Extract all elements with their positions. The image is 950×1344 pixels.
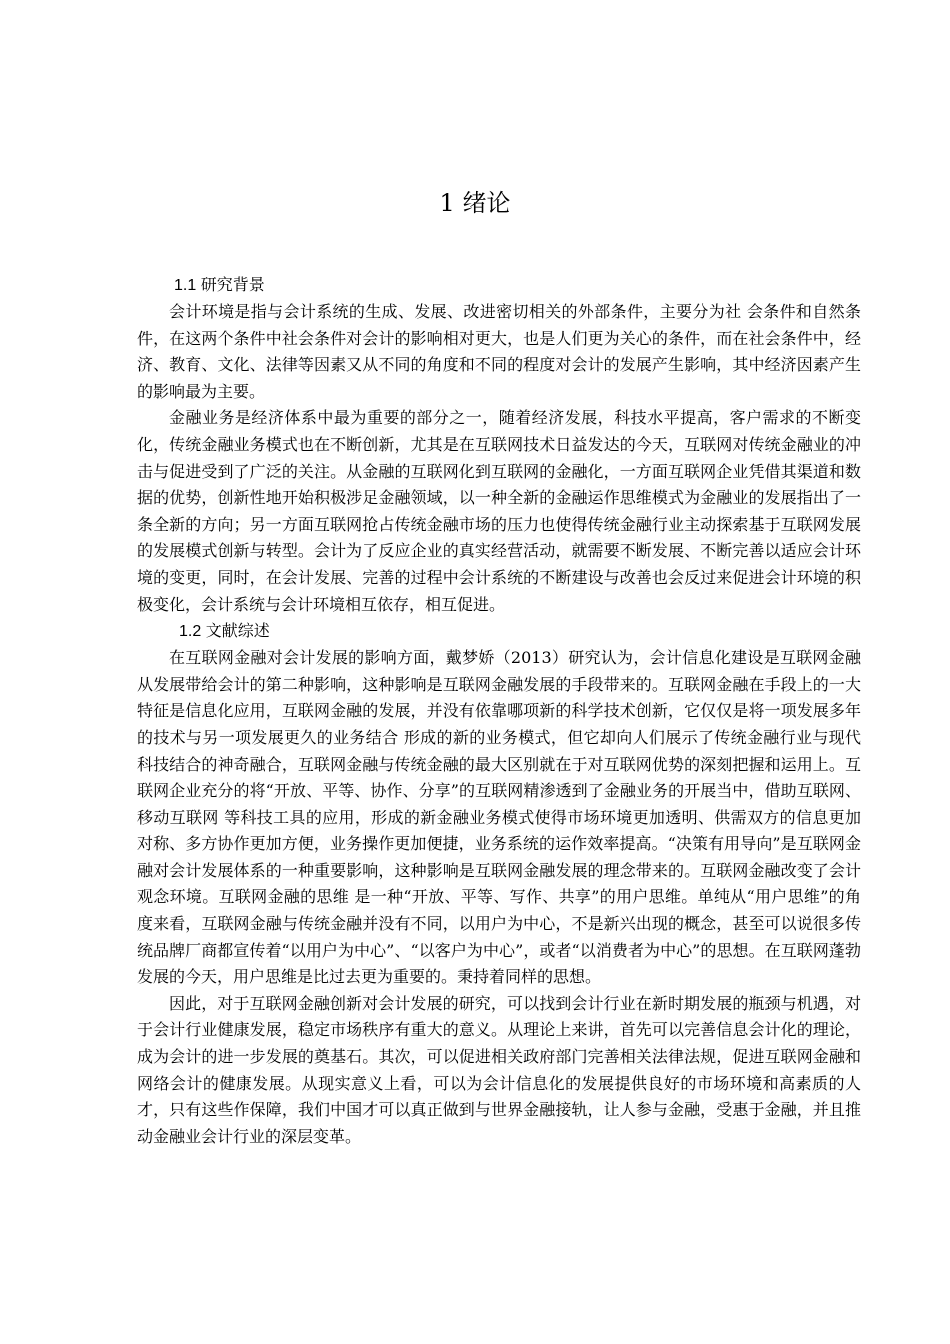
paragraph: 金融业务是经济体系中最为重要的部分之一，随着经济发展，科技水平提高，客户需求的不断变化，传统金融业务模式也在不断创新，尤其是在互联网技术日益发达的今天，互联网对传统金融业的冲击与促进受到了广泛的关注。从金融的互联网化到互联网的金融化，一方面互联网企业凭借其渠道和数据的优势，创新性地开始积极涉足金融领域，以一种全新的金融运作思维模式为金融业的发展指出了一条全新的方向；另一方面互联网抢占传统金融市场的压力也使得传统金融行业主动探索基于互联网发展的发展模式创新与转型。会计为了反应企业的真实经营活动，就需要不断发展、不断完善以适应会计环境的变更，同时，在会计发展、完善的过程中会计系统的不断建设与改善也会反过来促进会计环境的积极变化，会计系统与会计环境相互依存，相互促进。 xyxy=(137,408,861,614)
paragraph: 在互联网金融对会计发展的影响方面，戴梦娇（2013）研究认为，会计信息化建设是互联网金融从发展带给会计的第二种影响，这种影响是互联网金融发展的手段带来的。互联网金融在手段上的一大特征是信息化应用，互联网金融的发展，并没有依靠哪项新的科学技术创新，它仅仅是将一项发展多年的技术与另一项发展更久的业务结合 形成的新的业务模式，但它却向人们展示了传统金融行业与现代科技结合的神奇融合，互联网金融与传统金融的最大区别就在于对互联网优势的深刻把握和运用上。互联网企业充分的将“开放、平等、协作、分享”的互联网精渗透到了金融业务的开展当中，借助互联网、移动互联网 等科技工具的应用，形成的新金融业务模式使得市场环境更加透明、供需双方的信息更加对称、多方协作更加方便，业务操作更加便捷，业务系统的运作效率提高。“决策有用导向”是互联网金融对会计发展体系的一种重要影响，这种影响是互联网金融发展的理念带来的。互联网金融改变了会计观念环境。互联网金融的思维 是一种“开放、平等、写作、共享”的用户思维。单纯从“用户思维”的角度来看，互联网金融与传统金融并没有不同，以用户为中心，不是新兴出现的概念，甚至可以说很多传统品牌厂商都宣传着“以用户为中心”、“以客户为中心”，或者“以消费者为中心”的思想。在互联网蓬勃发展的今天，用户思维是比过去更为重要的。秉持着同样的思想。 xyxy=(137,648,861,987)
section-heading: 1.1 研究背景 xyxy=(174,277,265,294)
section-literature-review xyxy=(137,618,861,1150)
chapter-title: 1 绪论 xyxy=(439,189,511,217)
paragraph: 会计环境是指与会计系统的生成、发展、改进密切相关的外部条件，主要分为社 会条件和自然条件，在这两个条件中社会条件对会计的影响相对更大，也是人们更为关心的条件，而在社会条件中，经济、教育、文化、法律等因素又从不同的角度和不同的程度对会计的发展产生影响，其中经济因素产生的影响最为主要。 xyxy=(137,302,861,401)
paragraph: 因此，对于互联网金融创新对会计发展的研究，可以找到会计行业在新时期发展的瓶颈与机遇，对于会计行业健康发展，稳定市场秩序有重大的意义。从理论上来讲，首先可以完善信息会计化的理论，成为会计的进一步发展的奠基石。其次，可以促进相关政府部门完善相关法律法规，促进互联网金融和网络会计的健康发展。从现实意义上看，可以为会计信息化的发展提供良好的市场环境和高素质的人才，只有这些作保障，我们中国才可以真正做到与世界金融接轨，让人参与金融，受惠于金融，并且推动金融业会计行业的深层变革。 xyxy=(137,993,861,1146)
section-research-background xyxy=(137,272,861,618)
section-heading: 1.2 文献综述 xyxy=(179,623,270,641)
document-body xyxy=(137,272,861,1150)
